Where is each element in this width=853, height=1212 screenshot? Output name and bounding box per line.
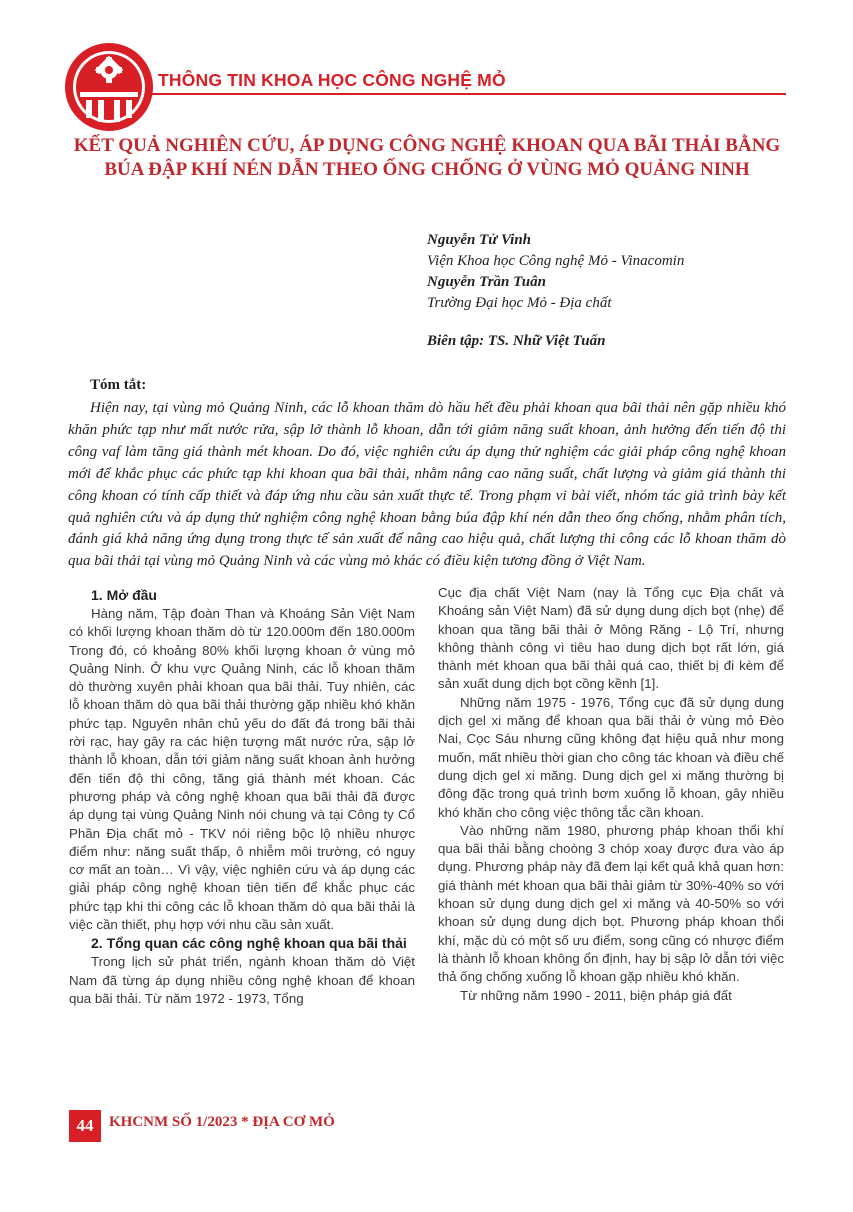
paragraph: Hàng năm, Tập đoàn Than và Khoáng Sản Việt Nam có khối lượng khoan thăm dò từ 120.000m đến 180.000m Trong đó, có khoảng 80% khối lượng khoan ở vùng mỏ Quảng Ninh. Ở khu vực Quảng Ninh, các lỗ khoan thăm dò thường xuyên phải khoan qua bãi thải. Tuy nhiên, các lỗ khoan thăm dò qua bãi thải thường gặp nhiều khó khăn phức tạp. Nguyên nhân chủ yếu do đất đá trong bãi thải rời rạc, hay gây ra các hiện tượng mất nước rửa, sập lở thành lỗ khoan, dẫn tới giảm năng suất khoan ảnh hưởng đến tiến độ thi công, tăng giá thành mét khoan. Các phương pháp và công nghệ khoan qua bãi thải đã được áp dụng tại vùng Quảng Ninh nói chung và tại Công ty Cổ Phần Địa chất mỏ - TKV nói riêng bộc lộ nhiều nhược điểm như: năng suất thấp, ô nhiễm môi trường, có nguy cơ mất an toàn… Vì vậy, việc nghiên cứu và áp dụng các giải pháp công nghệ khoan tiên tiến để khắc phục các phức tạp khi thi công các lỗ khoan thăm dò qua bãi thải là việc cần thiết, phụ hợp với nhu cầu sản xuất. — [69, 606, 415, 933]
paragraph: Từ những năm 1990 - 2011, biện pháp giá đất — [460, 987, 732, 1003]
footer-issue: KHCNM SỐ 1/2023 * ĐỊA CƠ MỎ — [109, 1114, 335, 1130]
paragraph: Cục địa chất Việt Nam (nay là Tổng cục Địa chất và Khoáng sản Việt Nam) đã sử dụng dung dịch bọt (nhẹ) để khoan qua tầng bãi thải ở Mông Răng - Lộ Trí, nhưng không thành công vì tiêu hao dung dịch bọt rất lớn, giá thành mét khoan qua bãi thải quá cao, thiết bị đi kèm để sản xuất dung dịch bọt cồng kềnh [1]. — [438, 585, 784, 692]
author-affiliation: Trường Đại học Mỏ - Địa chất — [427, 295, 612, 311]
journal-title: THÔNG TIN KHOA HỌC CÔNG NGHỆ MỎ — [158, 70, 506, 90]
page-number: 44 — [69, 1110, 101, 1142]
author-block — [427, 230, 787, 314]
header-rule — [150, 93, 786, 95]
section-heading: 1. Mở đầu — [91, 587, 157, 603]
left-column — [69, 586, 415, 1008]
right-column — [438, 584, 784, 1005]
editor-credit: Biên tập: TS. Nhữ Việt Tuấn — [427, 333, 606, 349]
paragraph: Vào những năm 1980, phương pháp khoan thổi khí qua bãi thải bằng choòng 3 chóp xoay được đưa vào áp dụng. Phương pháp này đã đem lại kết quả khả quan hơn: giá thành mét khoan qua bãi thải giảm từ 30%-40% so với khoan sử dụng dung dịch gel xi măng và 40-50% so với khoan sử dụng dung dịch bọt. Phương pháp khoan thổi khí, mặc dù có một số ưu điểm, song cũng có nhược điểm là thành lỗ khoan không ổn định, hay bị sập lở dẫn tới việc thả ống chống xuống lỗ khoan gặp nhiều khó khăn. — [438, 822, 784, 985]
author-affiliation: Viện Khoa học Công nghệ Mỏ - Vinacomin — [427, 253, 685, 269]
author-name: Nguyễn Trần Tuân — [427, 274, 546, 290]
abstract-text: Hiện nay, tại vùng mỏ Quảng Ninh, các lỗ khoan thăm dò hầu hết đều phải khoan qua bãi thải nên gặp nhiều khó khăn phức tạp như mất nước rửa, sập lở thành lỗ khoan, dẫn tới giảm năng suất khoan, ảnh hưởng đến tiến độ thi công vaf làm tăng giá thành mét khoan. Do đó, việc nghiên cứu áp dụng thử nghiệm các giải pháp công nghệ khoan mới để khắc phục các phức tạp khi khoan qua bãi thải, nhằm nâng cao năng suất, chất lượng và giảm giá thành thi công khoan có tính cấp thiết và đáp ứng nhu cầu sản xuất thực tế. Trong phạm vi bài viết, nhóm tác giả trình bày kết quả nghiên cứu và áp dụng thử nghiệm công nghệ khoan bằng búa đập khí nén dẫn theo ống chống, nhằm phân tích, đánh giá khả năng ứng dụng trong thực tế sản xuất để nâng cao hiệu quả, chất lượng thi công các lỗ khoan thăm dò qua bãi thải tại vùng mỏ Quảng Ninh và các vùng mỏ khác có điều kiện tương đồng ở Việt Nam. — [68, 400, 786, 570]
journal-logo — [62, 40, 156, 134]
paragraph: Những năm 1975 - 1976, Tổng cục đã sử dụng dung dịch gel xi măng để khoan qua bãi thải ở vùng mỏ Đèo Nai, Cọc Sáu nhưng cũng không đạt hiệu quả như mong muốn, mất nhiều thời gian cho công tác khoan và điều chế dung dịch gel xi măng. Dung dịch gel xi măng thường bị đông đặc trong quá trình bơm xuống lỗ khoan, gây nhiều khó khăn cho công việc thông tắc cần khoan. — [438, 694, 784, 820]
abstract-label: Tóm tắt: — [90, 377, 147, 393]
article-title: KẾT QUẢ NGHIÊN CỨU, ÁP DỤNG CÔNG NGHỆ KHOAN QUA BÃI THẢI BẰNG BÚA ĐẬP KHÍ NÉN DẪN THEO ỐNG CHỐNG Ở VÙNG MỎ QUẢNG NINH — [73, 135, 781, 180]
paragraph: Trong lịch sử phát triển, ngành khoan thăm dò Việt Nam đã từng áp dụng nhiều công nghệ khoan để khoan qua bãi thải. Từ năm 1972 - 1973, Tổng — [69, 954, 415, 1006]
author-name: Nguyễn Tử Vinh — [427, 232, 532, 248]
section-heading: 2. Tổng quan các công nghệ khoan qua bãi thải — [91, 935, 407, 952]
